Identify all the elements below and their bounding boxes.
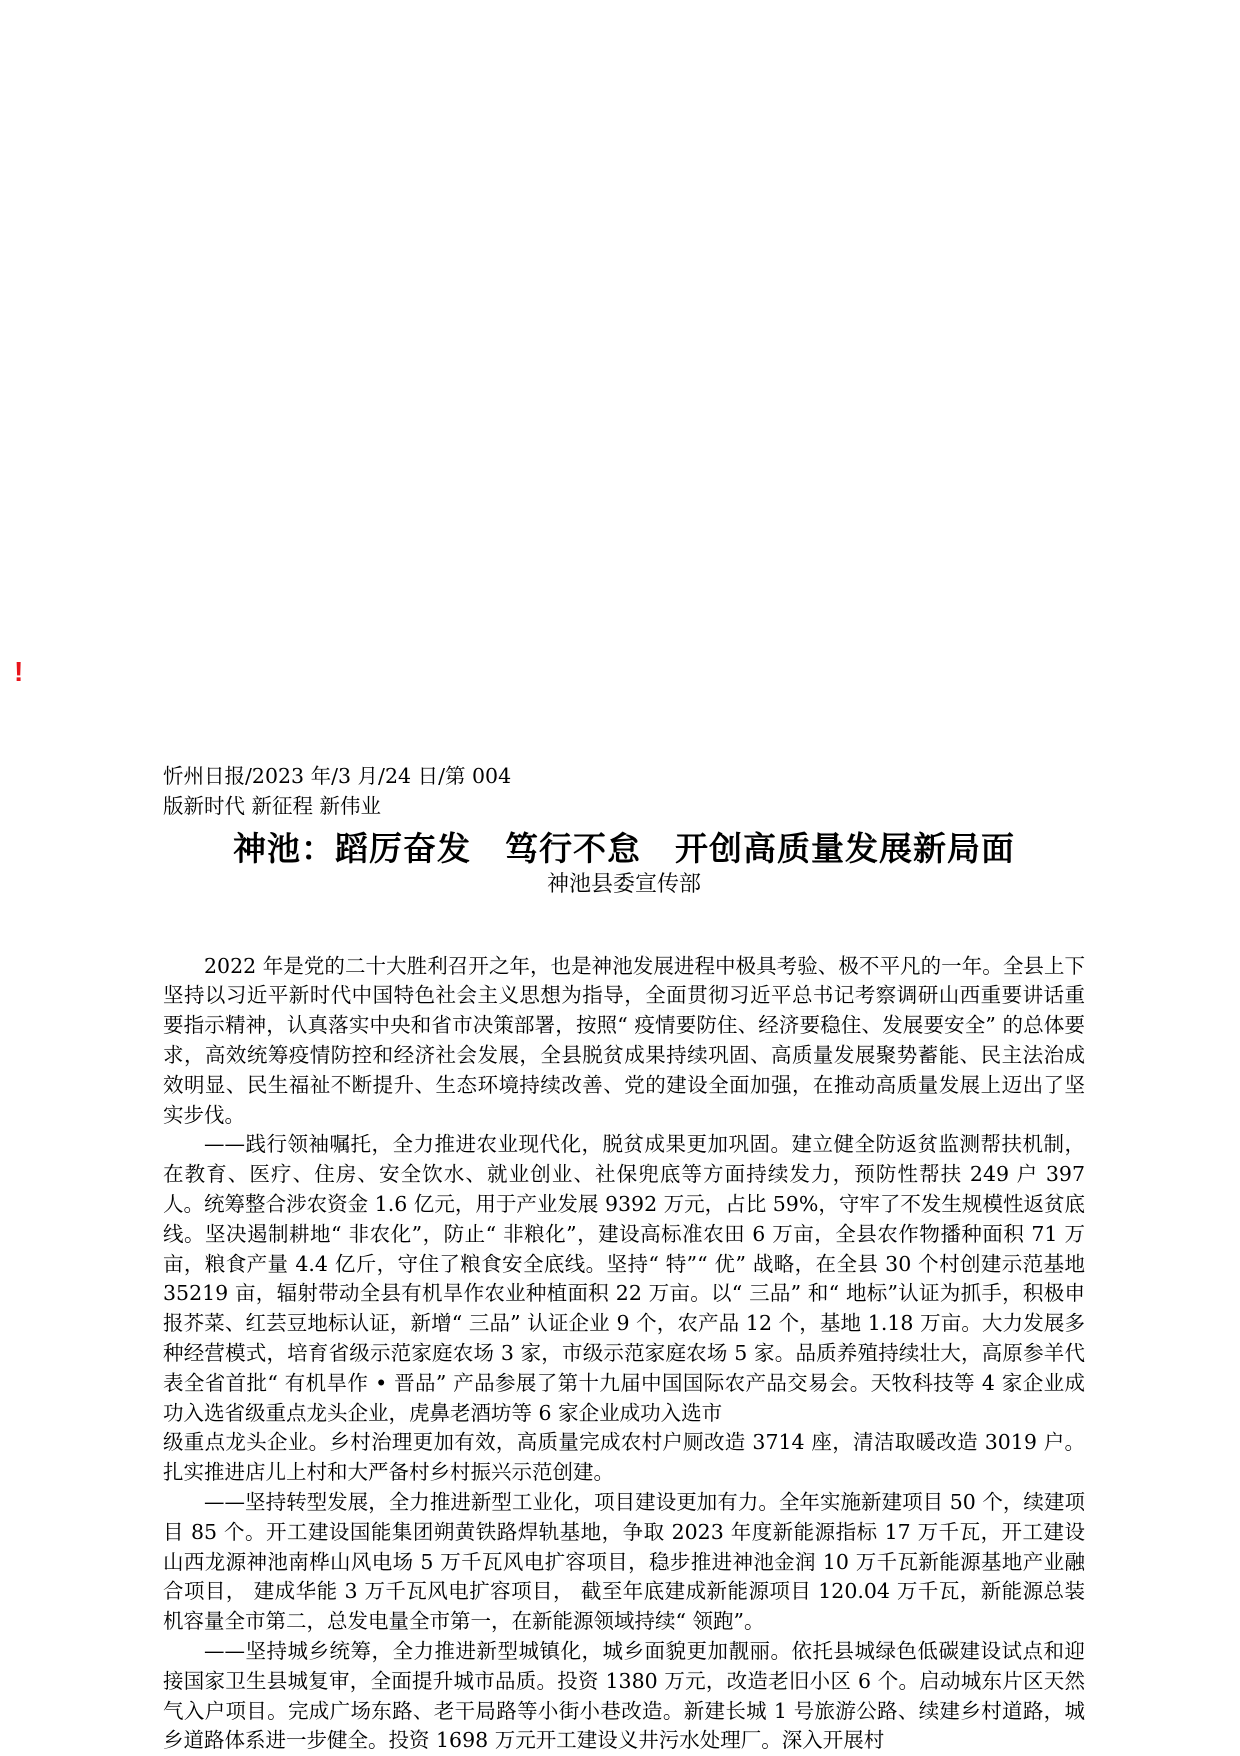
column-line: 版新时代 新征程 新伟业: [163, 793, 382, 818]
article-body: [163, 952, 1085, 1756]
source-line: 忻州日报/2023 年/3 月/24 日/第 004: [163, 764, 512, 788]
article-author: 神池县委宣传部: [546, 871, 701, 897]
paragraph-industry: ——坚持转型发展，全力推进新型工业化，项目建设更加有力。全年实施新建项目 50 个，续建项目 85 个。开工建设国能集团朔黄铁路焊轨基地，争取 2023 年度新能源指标 17 万千瓦，开工建设山西龙源神池南桦山风电场 5 万千瓦风电扩容项目，稳步推进神池金润 10 万千瓦新能源基地产业融合项目， 建成华能 3 万千瓦风电扩容项目， 截至年底建成新能源项目 120.04 万千瓦，新能源总装机容量全市第二，总发电量全市第一，在新能源领域持续“ 领跑”。: [163, 1489, 1085, 1634]
red-exclamation-mark: !: [14, 656, 24, 687]
paragraph-agriculture: ——践行领袖嘱托，全力推进农业现代化，脱贫成果更加巩固。建立健全防返贫监测帮扶机制，在教育、医疗、住房、安全饮水、就业创业、社保兜底等方面持续发力，预防性帮扶 249 户 397 人。统筹整合涉农资金 1.6 亿元，用于产业发展 9392 万元，占比 59%，守牢了不发生规模性返贫底线。坚决遏制耕地“ 非农化”，防止“ 非粮化”，建设高标准农田 6 万亩，全县农作物播种面积 71 万亩，粮食产量 4.4 亿斤，守住了粮食安全底线。坚持“ 特”“ 优” 战略，在全县 30 个村创建示范基地 35219 亩，辐射带动全县有机旱作农业种植面积 22 万亩。以“ 三品” 和“ 地标”认证为抓手，积极申报芥菜、红芸豆地标认证，新增“ 三品” 认证企业 9 个，农产品 12 个，基地 1.18 万亩。大力发展多种经营模式，培育省级示范家庭农场 3 家，市级示范家庭农场 5 家。品质养殖持续壮大，高原参羊代表全省首批“ 有机旱作 • 晋品” 产品参展了第十九届中国国际农产品交易会。天牧科技等 4 家企业成功入选省级重点龙头企业，虎鼻老酒坊等 6 家企业成功入选市: [163, 1132, 1085, 1425]
article-title: 神池：蹈厉奋发 笃行不怠 开创高质量发展新局面: [233, 828, 1015, 868]
article: [163, 762, 1085, 1756]
paragraph-urbanization: ——坚持城乡统筹，全力推进新型城镇化，城乡面貌更加靓丽。依托县城绿色低碳建设试点和迎接国家卫生县城复审，全面提升城市品质。投资 1380 万元，改造老旧小区 6 个。启动城东片区天然气入户项目。完成广场东路、老干局路等小街小巷改造。新建长城 1 号旅游公路、续建乡村道路，城乡道路体系进一步健全。投资 1698 万元开工建设义井污水处理厂。深入开展村: [163, 1638, 1085, 1753]
paragraph-intro: 2022 年是党的二十大胜利召开之年，也是神池发展进程中极具考验、极不平凡的一年。全县上下坚持以习近平新时代中国特色社会主义思想为指导，全面贯彻习近平总书记考察调研山西重要讲话重要指示精神，认真落实中央和省市决策部署，按照“ 疫情要防住、经济要稳住、发展要安全” 的总体要求，高效统筹疫情防控和经济社会发展，全县脱贫成果持续巩固、高质量发展聚势蓄能、民主法治成效明显、民生福祉不断提升、生态环境持续改善、党的建设全面加强，在推动高质量发展上迈出了坚实步伐。: [163, 953, 1085, 1127]
paragraph-agriculture-continued: 级重点龙头企业。乡村治理更加有效，高质量完成农村户厕改造 3714 座，清洁取暖改造 3019 户。扎实推进店儿上村和大严备村乡村振兴示范创建。: [163, 1430, 1085, 1485]
